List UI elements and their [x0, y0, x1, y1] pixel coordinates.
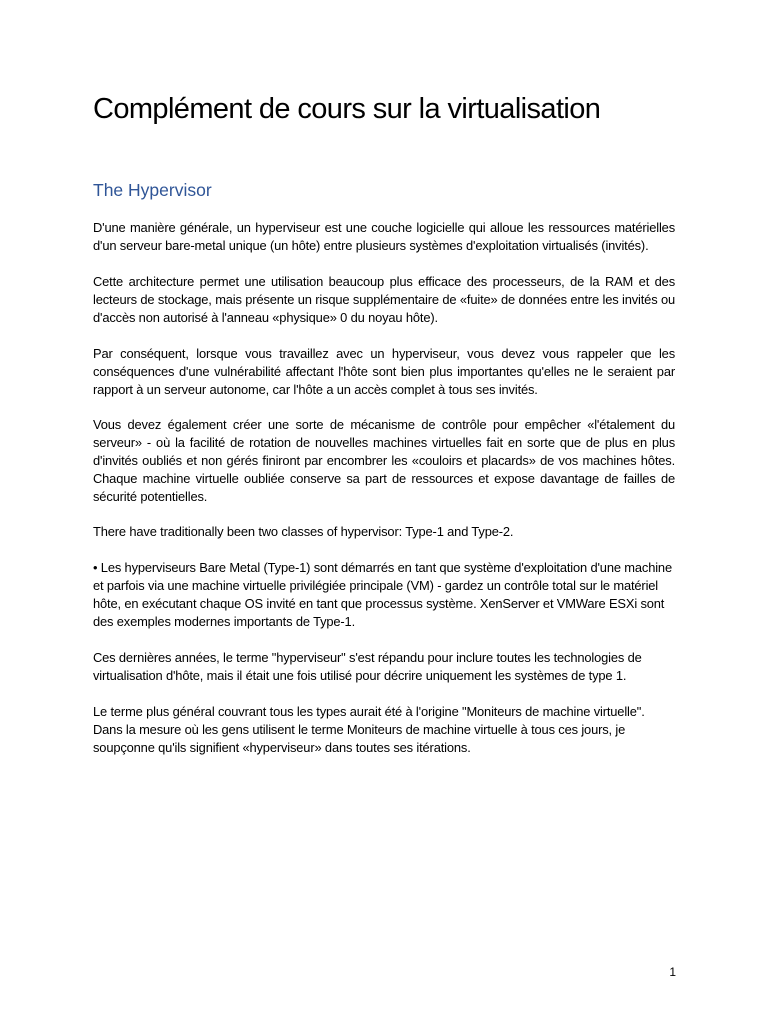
paragraph-vmm-term: Le terme plus général couvrant tous les types aurait été à l'origine "Moniteurs de machine virtuelle". Dans la mesure où les gens utilisent le terme Moniteurs de machine virtuelle à tous ces jours, je soupçonne qu'ils signifient «hyperviseur» dans toutes ses itérations.: [93, 704, 645, 755]
paragraph-hypervisor-classes: There have traditionally been two classes of hypervisor: Type-1 and Type-2.: [93, 524, 514, 539]
document-title: Complément de cours sur la virtualisation: [93, 93, 601, 125]
paragraph-hypervisor-definition: D'une manière générale, un hyperviseur est une couche logicielle qui alloue les ressources matérielles d'un serveur bare-metal unique (un hôte) entre plusieurs systèmes d'exploitation virtualisés (invités).: [93, 220, 675, 253]
section-heading: The Hypervisor: [93, 180, 212, 200]
paragraph-term-usage: Ces dernières années, le terme "hyperviseur" s'est répandu pour inclure toutes les technologies de virtualisation d'hôte, mais il était une fois utilisé pour décrire uniquement les systèmes de type 1.: [93, 650, 642, 683]
page-number: 1: [669, 965, 676, 979]
paragraph-server-sprawl: Vous devez également créer une sorte de mécanisme de contrôle pour empêcher «l'étalement du serveur» - où la facilité de rotation de nouvelles machines virtuelles fait en sorte que de plus en plus d'invités oubliés et non gérés finiront par encombrer les «couloirs et placards» de vos machines hôtes. Chaque machine virtuelle oubliée conserve sa part de ressources et expose davantage de failles de sécurité potentielles.: [93, 417, 675, 504]
paragraph-architecture-risk: Cette architecture permet une utilisation beaucoup plus efficace des processeurs, de la RAM et des lecteurs de stockage, mais présente un risque supplémentaire de «fuite» de données entre les invités ou d'accès non autorisé à l'anneau «physique» 0 du noyau hôte).: [93, 274, 675, 325]
paragraph-host-vulnerability: Par conséquent, lorsque vous travaillez avec un hyperviseur, vous devez vous rappeler que les conséquences d'une vulnérabilité affectant l'hôte sont bien plus importantes qu'elles ne le seraient par rapport à un serveur autonome, car l'hôte a un accès complet à tous ses invités.: [93, 346, 675, 397]
paragraph-type1-bullet: • Les hyperviseurs Bare Metal (Type-1) sont démarrés en tant que système d'exploitation d'une machine et parfois via une machine virtuelle privilégiée principale (VM) - gardez un contrôle total sur le matériel hôte, en exécutant chaque OS invité en tant que processus système. XenServer et VMWare ESXi sont des exemples modernes importants de Type-1.: [93, 560, 672, 629]
